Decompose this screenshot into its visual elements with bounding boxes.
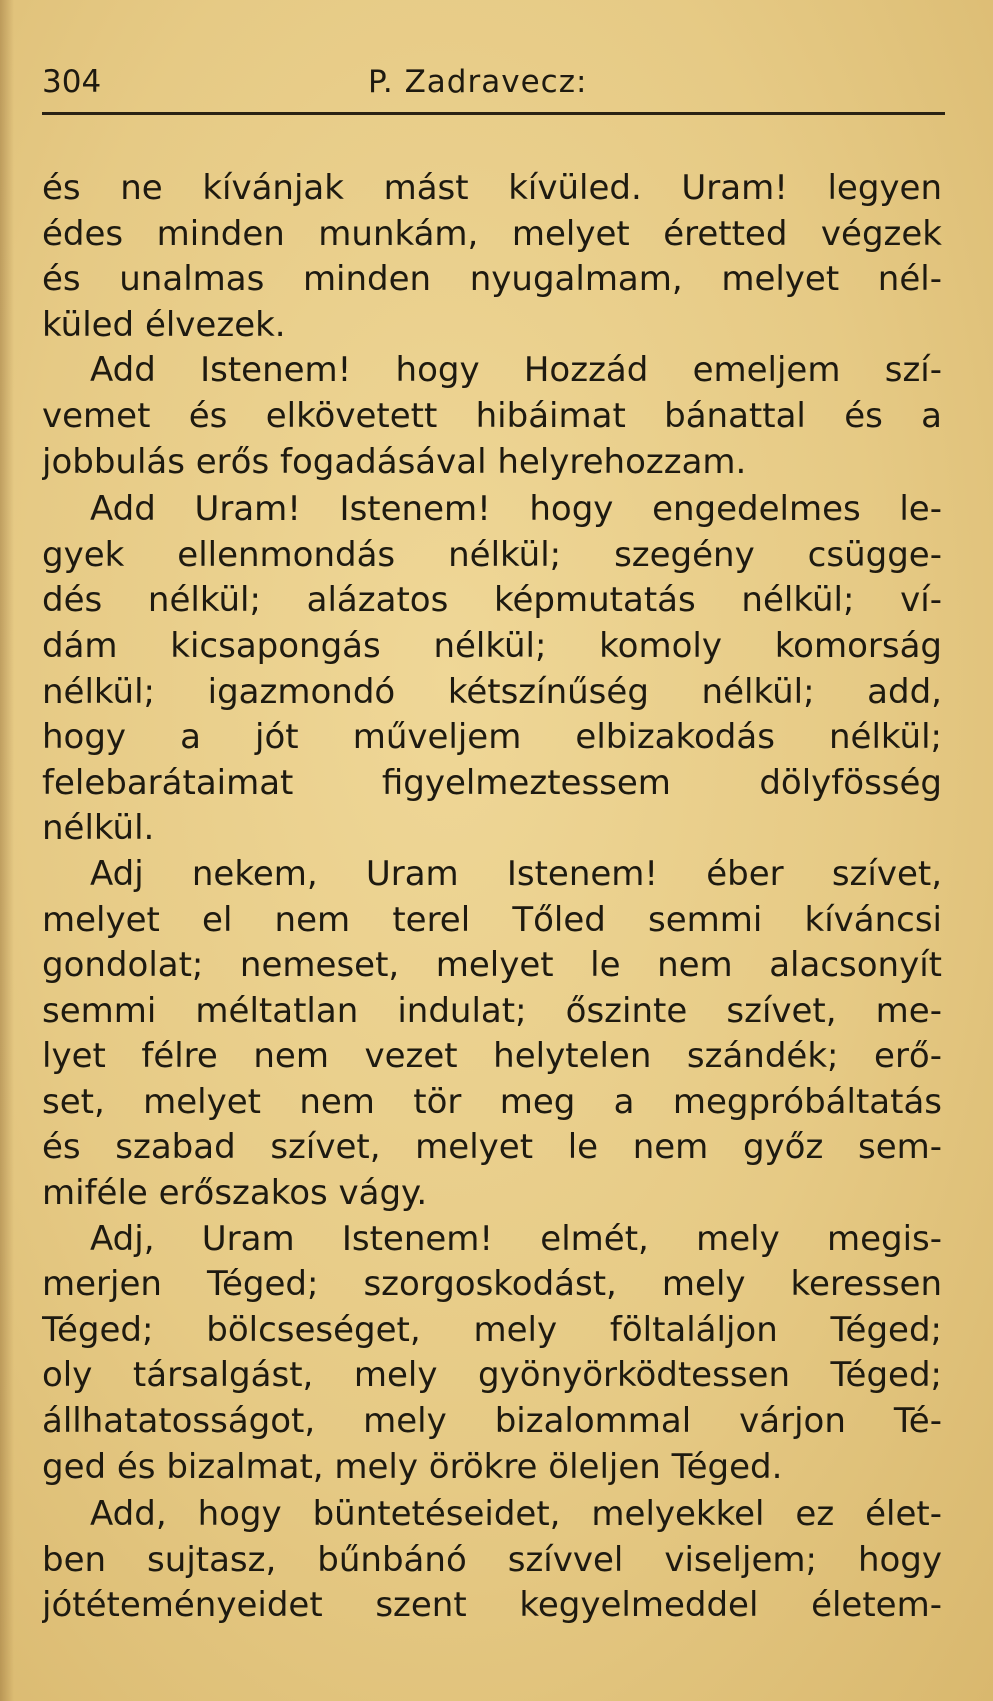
text-line: set, melyet nem tör meg a megpróbáltatás xyxy=(42,1081,942,1122)
text-line: Add, hogy büntetéseidet, melyekkel ez élet- xyxy=(90,1494,942,1535)
page-number: 304 xyxy=(42,64,102,100)
text-line: nélkül; igazmondó kétszínűség nélkül; add, xyxy=(42,671,942,712)
text-line: gyek ellenmondás nélkül; szegény csügge- xyxy=(42,534,942,575)
header-rule xyxy=(42,112,945,115)
text-line: dám kicsapongás nélkül; komoly komorság xyxy=(42,625,942,666)
text-line: Adj nekem, Uram Istenem! éber szívet, xyxy=(90,853,942,894)
text-line: merjen Téged; szorgoskodást, mely keressen xyxy=(42,1264,942,1305)
text-line: Adj, Uram Istenem! elmét, mely megis- xyxy=(90,1218,942,1259)
text-line: édes minden munkám, melyet éretted végzek xyxy=(42,213,942,254)
text-line: jobbulás erős fogadásával helyrehozzam. xyxy=(42,441,747,482)
text-line: hogy a jót műveljem elbizakodás nélkül; xyxy=(42,717,942,758)
text-line: miféle erőszakos vágy. xyxy=(42,1173,428,1214)
page-header xyxy=(42,60,942,104)
text-line: Add Istenem! hogy Hozzád emeljem szí- xyxy=(90,350,942,391)
text-line: ben sujtasz, bűnbánó szívvel viseljem; hogy xyxy=(42,1539,942,1580)
text-line: oly társalgást, mely gyönyörködtessen Téged; xyxy=(42,1355,942,1396)
text-line: felebarátaimat figyelmeztessem dölyfösség xyxy=(42,762,942,803)
text-line: vemet és elkövetett hibáimat bánattal és a xyxy=(42,395,942,436)
text-line: semmi méltatlan indulat; őszinte szívet, me- xyxy=(42,990,942,1031)
body-text xyxy=(42,166,942,1629)
text-line: küled élvezek. xyxy=(42,304,286,345)
text-line: és szabad szívet, melyet le nem győz sem- xyxy=(42,1127,942,1168)
text-line: nélkül. xyxy=(42,808,155,849)
text-line: ged és bizalmat, mely örökre öleljen Téged. xyxy=(42,1446,783,1487)
text-line: és unalmas minden nyugalmam, melyet nél- xyxy=(42,259,942,300)
text-line: gondolat; nemeset, melyet le nem alacsonyít xyxy=(42,945,942,986)
text-line: és ne kívánjak mást kívüled. Uram! legyen xyxy=(42,168,942,208)
text-line: jótéteményeidet szent kegyelmeddel életem- xyxy=(42,1585,942,1626)
page-edge-shadow xyxy=(0,0,14,1701)
text-line: állhatatosságot, mely bizalommal várjon Té- xyxy=(42,1401,942,1442)
text-line: melyet el nem terel Tőled semmi kíváncsi xyxy=(42,899,942,940)
text-line: Téged; bölcseséget, mely föltaláljon Téged; xyxy=(42,1309,942,1350)
running-head: P. Zadravecz: xyxy=(368,64,588,100)
text-line: Add Uram! Istenem! hogy engedelmes le- xyxy=(90,489,942,530)
text-line: lyet félre nem vezet helytelen szándék; erő- xyxy=(42,1036,942,1077)
text-line: dés nélkül; alázatos képmutatás nélkül; ví- xyxy=(42,580,942,621)
